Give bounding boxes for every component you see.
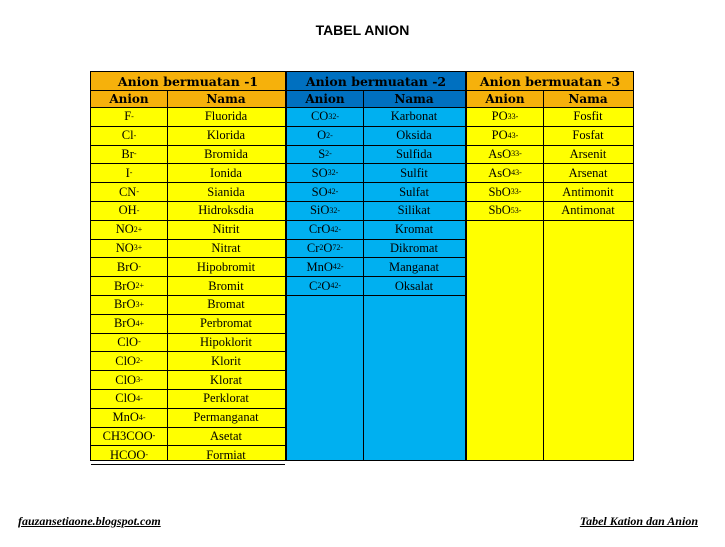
anion-name: Bromit — [167, 277, 285, 296]
anion-formula: BrO - — [91, 258, 167, 277]
anion-name: Nitrat — [167, 240, 285, 259]
anion-name: Hipobromit — [167, 258, 285, 277]
anion-name: Karbonat — [363, 108, 465, 127]
anion-name: Fosfat — [543, 127, 633, 146]
anion-formula: SO 3 2- — [287, 164, 363, 183]
anion-formula: SO 4 2- — [287, 183, 363, 202]
anion-name: Klorat — [167, 371, 285, 390]
anion-formula: ClO 4 - — [91, 390, 167, 409]
anion-formula: HCOO - — [91, 446, 167, 465]
anion-formula: C 2 O 4 2- — [287, 277, 363, 296]
anion-formula: MnO 4 2- — [287, 258, 363, 277]
anion-formula: AsO 4 3- — [467, 164, 543, 183]
anion-name: Oksalat — [363, 277, 465, 296]
anion-name: Nitrit — [167, 221, 285, 240]
anion-formula: ClO 2 - — [91, 352, 167, 371]
column-header-anion: Anion — [467, 91, 543, 108]
anion-formula: ClO 3 - — [91, 371, 167, 390]
anion-formula: MnO 4 - — [91, 409, 167, 428]
anion-name: Bromida — [167, 146, 285, 165]
anion-formula: PO 3 3- — [467, 108, 543, 127]
anion-name: Manganat — [363, 258, 465, 277]
anion-name: Sulfida — [363, 146, 465, 165]
anion-name: Klorit — [167, 352, 285, 371]
anion-formula: F - — [91, 108, 167, 127]
anion-formula: BrO 3 + — [91, 296, 167, 315]
anion-name: Bromat — [167, 296, 285, 315]
anion-formula: CO 3 2- — [287, 108, 363, 127]
anion-name: Hidroksdia — [167, 202, 285, 221]
anion-name: Permanganat — [167, 409, 285, 428]
group-1 — [90, 71, 286, 461]
anion-formula: PO 4 3- — [467, 127, 543, 146]
anion-name: Kromat — [363, 221, 465, 240]
anion-formula: O 2- — [287, 127, 363, 146]
anion-name: Dikromat — [363, 240, 465, 259]
anion-formula: Br - — [91, 146, 167, 165]
anion-name: Oksida — [363, 127, 465, 146]
anion-name: Hipoklorit — [167, 334, 285, 353]
anion-formula: CN - — [91, 183, 167, 202]
anion-name: Ionida — [167, 164, 285, 183]
anion-formula: CrO 4 2- — [287, 221, 363, 240]
group-header: Anion bermuatan -2 — [287, 72, 465, 91]
anion-formula: BrO 4 + — [91, 315, 167, 334]
footer-blog-link[interactable]: fauzansetiaone.blogspot.com — [18, 514, 161, 528]
anion-formula: SbO 5 3- — [467, 202, 543, 221]
anion-name: Formiat — [167, 446, 285, 465]
anion-formula: S 2- — [287, 146, 363, 165]
anion-name: Asetat — [167, 428, 285, 447]
anion-name: Arsenat — [543, 164, 633, 183]
anion-name: Silikat — [363, 202, 465, 221]
group-2 — [286, 71, 466, 461]
anion-formula: ClO - — [91, 334, 167, 353]
anion-name: Sulfat — [363, 183, 465, 202]
anion-name: Arsenit — [543, 146, 633, 165]
group-header: Anion bermuatan -3 — [467, 72, 633, 91]
anion-name: Antimonat — [543, 202, 633, 221]
anion-formula: OH - — [91, 202, 167, 221]
anion-name: Fosfit — [543, 108, 633, 127]
footer-caption: Tabel Kation dan Anion — [579, 514, 698, 528]
column-header-nama: Nama — [363, 91, 465, 108]
anion-formula: SbO 3 3- — [467, 183, 543, 202]
page-title: TABEL ANION — [315, 22, 410, 38]
anion-name: Klorida — [167, 127, 285, 146]
anion-formula: SiO 3 2- — [287, 202, 363, 221]
anion-name: Sulfit — [363, 164, 465, 183]
column-header-nama: Nama — [167, 91, 285, 108]
anion-name: Antimonit — [543, 183, 633, 202]
anion-name: Sianida — [167, 183, 285, 202]
anion-formula: NO 3 + — [91, 240, 167, 259]
column-header-anion: Anion — [287, 91, 363, 108]
anion-formula: AsO 3 3- — [467, 146, 543, 165]
anion-formula: Cl - — [91, 127, 167, 146]
anion-formula: I - — [91, 164, 167, 183]
anion-formula: BrO 2 + — [91, 277, 167, 296]
anion-formula: NO 2 + — [91, 221, 167, 240]
anion-name: Perbromat — [167, 315, 285, 334]
anion-name: Perklorat — [167, 390, 285, 409]
group-3 — [466, 71, 634, 461]
anion-formula: Cr 2 O 7 2- — [287, 240, 363, 259]
group-header: Anion bermuatan -1 — [91, 72, 285, 91]
column-header-anion: Anion — [91, 91, 167, 108]
column-header-nama: Nama — [543, 91, 633, 108]
anion-name: Fluorida — [167, 108, 285, 127]
anion-formula: CH3COO - — [91, 428, 167, 447]
